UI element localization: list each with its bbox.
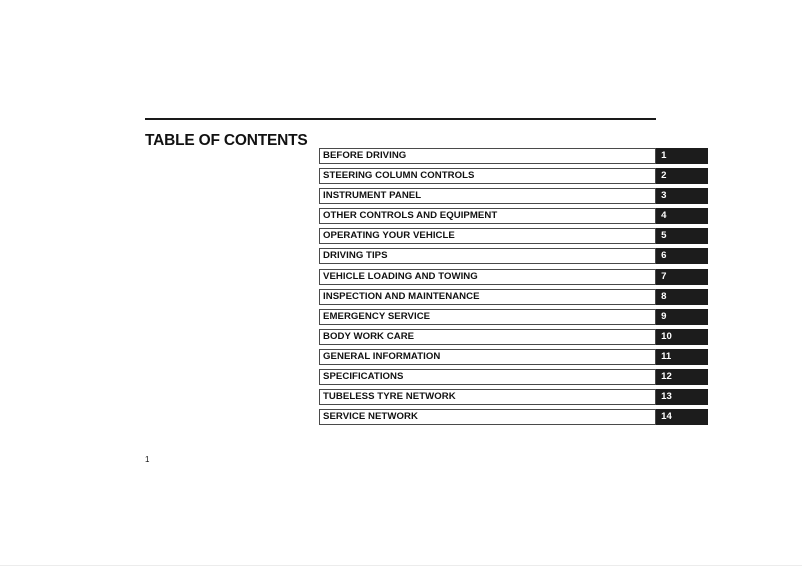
toc-entry-inspection-maintenance[interactable]	[319, 289, 708, 305]
toc-entry-service-network[interactable]	[319, 409, 708, 425]
toc-chapter-tab[interactable]: 3	[656, 188, 708, 204]
toc-entry-label-box	[319, 248, 656, 264]
header-rule	[145, 118, 656, 120]
toc-chapter-tab[interactable]: 14	[656, 409, 708, 425]
toc-entry-label: OPERATING YOUR VEHICLE	[323, 230, 455, 242]
toc-entry-label-box	[319, 309, 656, 325]
toc-entry-label-box	[319, 168, 656, 184]
toc-entry-label: EMERGENCY SERVICE	[323, 310, 431, 322]
toc-entry-body-work-care[interactable]	[319, 329, 708, 345]
page-title: TABLE OF CONTENTS	[145, 132, 308, 149]
toc-entry-label: INSPECTION AND MAINTENANCE	[323, 290, 480, 302]
toc-chapter-tab[interactable]: 10	[656, 329, 708, 345]
toc-entry-label: BODY WORK CARE	[323, 330, 415, 342]
toc-entry-other-controls[interactable]	[319, 208, 708, 224]
page-number: 1	[145, 455, 150, 464]
toc-entry-label-box	[319, 369, 656, 385]
toc-entry-instrument-panel[interactable]	[319, 188, 708, 204]
toc-entry-emergency-service[interactable]	[319, 309, 708, 325]
toc-chapter-tab[interactable]: 6	[656, 248, 708, 264]
toc-entry-label-box	[319, 289, 656, 305]
toc-entry-label: OTHER CONTROLS AND EQUIPMENT	[323, 210, 498, 222]
toc-entry-label: DRIVING TIPS	[323, 250, 388, 262]
toc-entry-label-box	[319, 389, 656, 405]
toc-entry-label: STEERING COLUMN CONTROLS	[323, 170, 475, 182]
toc-entry-label: VEHICLE LOADING AND TOWING	[323, 270, 478, 282]
toc-entry-label-box	[319, 208, 656, 224]
toc-entry-label: GENERAL INFORMATION	[323, 350, 441, 362]
toc-entry-label: SPECIFICATIONS	[323, 371, 404, 383]
toc-entry-label-box	[319, 329, 656, 345]
toc-entry-label-box	[319, 409, 656, 425]
toc-chapter-tab[interactable]: 4	[656, 208, 708, 224]
toc-entry-label: INSTRUMENT PANEL	[323, 190, 422, 202]
toc-entry-label-box	[319, 228, 656, 244]
toc-chapter-tab[interactable]: 1	[656, 148, 708, 164]
toc-chapter-tab[interactable]: 5	[656, 228, 708, 244]
toc-chapter-tab[interactable]: 2	[656, 168, 708, 184]
toc-entry-before-driving[interactable]	[319, 148, 708, 164]
toc-entry-label: SERVICE NETWORK	[323, 411, 418, 423]
toc-entry-specifications[interactable]	[319, 369, 708, 385]
toc-entry-general-information[interactable]	[319, 349, 708, 365]
toc-entry-label-box	[319, 269, 656, 285]
toc-entry-driving-tips[interactable]	[319, 248, 708, 264]
toc-chapter-tab[interactable]: 13	[656, 389, 708, 405]
toc-chapter-tab[interactable]: 11	[656, 349, 708, 365]
toc-entry-label-box	[319, 188, 656, 204]
toc-chapter-tab[interactable]: 12	[656, 369, 708, 385]
toc-chapter-tab[interactable]: 9	[656, 309, 708, 325]
toc-entry-vehicle-loading-towing[interactable]	[319, 269, 708, 285]
toc-entry-tubeless-tyre-network[interactable]	[319, 389, 708, 405]
toc-entry-steering-column-controls[interactable]	[319, 168, 708, 184]
toc-chapter-tab[interactable]: 8	[656, 289, 708, 305]
toc-chapter-tab[interactable]: 7	[656, 269, 708, 285]
toc-entry-label-box	[319, 148, 656, 164]
page-edge-divider	[0, 565, 802, 566]
toc-entry-label-box	[319, 349, 656, 365]
toc-entry-label: TUBELESS TYRE NETWORK	[323, 391, 456, 403]
toc-entry-operating-your-vehicle[interactable]	[319, 228, 708, 244]
toc-entry-label: BEFORE DRIVING	[323, 150, 407, 161]
toc-list	[319, 148, 709, 429]
